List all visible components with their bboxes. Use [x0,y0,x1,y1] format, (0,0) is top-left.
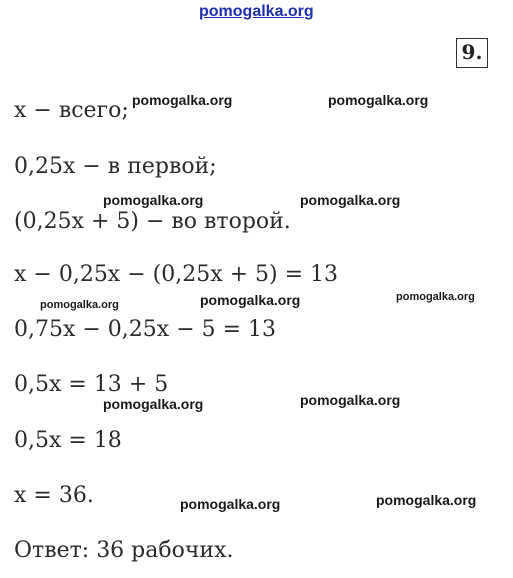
site-link[interactable]: pomogalka.org [199,3,314,20]
watermark: pomogalka.org [180,496,281,512]
solution-line-6: 0,5x = 13 + 5 [14,372,169,397]
watermark: pomogalka.org [396,291,475,303]
solution-line-2: 0,25x − в первой; [14,154,217,179]
solution-line-3: (0,25x + 5) − во второй. [14,209,291,234]
solution-line-1: x − всего; [14,98,129,123]
solution-line-7: 0,5x = 18 [14,428,122,453]
watermark: pomogalka.org [132,92,233,108]
watermark: pomogalka.org [328,92,429,108]
watermark: pomogalka.org [200,292,301,308]
watermark: pomogalka.org [300,192,401,208]
solution-line-8: x = 36. [14,483,94,508]
watermark: pomogalka.org [376,492,477,508]
watermark: pomogalka.org [40,299,119,311]
answer-line: Ответ: 36 рабочих. [14,538,234,563]
solution-line-5: 0,75x − 0,25x − 5 = 13 [14,317,277,342]
watermark: pomogalka.org [103,396,204,412]
watermark: pomogalka.org [300,392,401,408]
watermark: pomogalka.org [103,192,204,208]
solution-line-4: x − 0,25x − (0,25x + 5) = 13 [14,262,339,287]
problem-number: 9. [456,38,488,68]
